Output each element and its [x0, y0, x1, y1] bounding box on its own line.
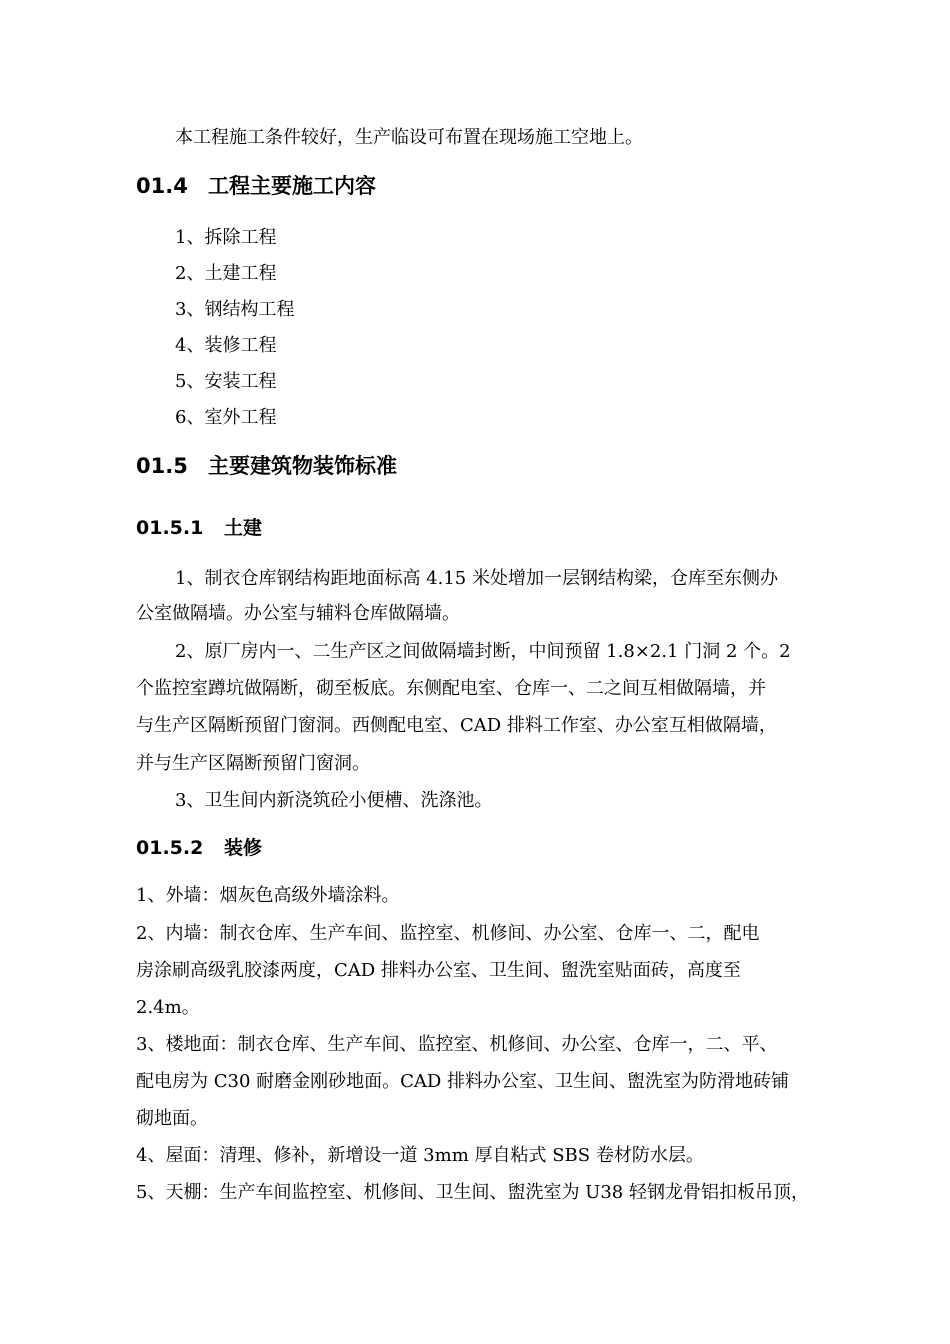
list-item: 2、土建工程: [175, 263, 277, 284]
list-item: 5、安装工程: [175, 371, 277, 392]
paragraph-line: 与生产区隔断预留门窗洞。西侧配电室、CAD 排料工作室、办公室互相做隔墙，: [136, 715, 777, 736]
paragraph-line: 5、天棚：生产车间监控室、机修间、卫生间、盥洗室为 U38 轻钢龙骨铝扣板吊顶，: [136, 1182, 809, 1203]
section-heading-01-5: [136, 452, 397, 480]
section-title: 装修: [224, 837, 263, 859]
paragraph-line: 砌地面。: [136, 1108, 208, 1129]
list-item: 1、拆除工程: [175, 227, 277, 248]
paragraph-line: 3、卫生间内新浇筑砼小便槽、洗涤池。: [175, 790, 493, 811]
paragraph-line: 3、楼地面：制衣仓库、生产车间、监控室、机修间、办公室、仓库一，二、平、: [136, 1034, 778, 1055]
paragraph-line: 房涂刷高级乳胶漆两度，CAD 排料办公室、卫生间、盥洗室贴面砖，高度至: [136, 960, 741, 981]
section-heading-01-4: [136, 172, 376, 200]
section-title: 工程主要施工内容: [208, 174, 376, 198]
paragraph-line: 并与生产区隔断预留门窗洞。: [136, 753, 370, 774]
section-heading-01-5-2: [136, 835, 262, 861]
section-heading-01-5-1: [136, 515, 262, 541]
paragraph-line: 2、原厂房内一、二生产区之间做隔墙封断，中间预留 1.8×2.1 门洞 2 个。2: [175, 641, 791, 662]
section-title: 土建: [224, 517, 263, 539]
section-title: 主要建筑物装饰标准: [208, 454, 397, 478]
intro-paragraph: 本工程施工条件较好，生产临设可布置在现场施工空地上。: [175, 127, 643, 148]
paragraph-line: 2、内墙：制衣仓库、生产车间、监控室、机修间、办公室、仓库一、二，配电: [136, 923, 760, 944]
list-item: 6、室外工程: [175, 407, 277, 428]
section-number: 01.5.2: [136, 837, 204, 859]
paragraph-line: 2.4m。: [136, 997, 200, 1018]
paragraph-line: 个监控室蹲坑做隔断，砌至板底。东侧配电室、仓库一、二之间互相做隔墙，并: [136, 678, 766, 699]
paragraph-line: 4、屋面：清理、修补，新增设一道 3mm 厚自粘式 SBS 卷材防水层。: [136, 1145, 704, 1166]
list-item: 3、钢结构工程: [175, 299, 295, 320]
section-number: 01.5: [136, 454, 188, 478]
paragraph-line: 配电房为 C30 耐磨金刚砂地面。CAD 排料办公室、卫生间、盥洗室为防滑地砖铺: [136, 1071, 790, 1092]
paragraph-line: 1、外墙：烟灰色高级外墙涂料。: [136, 885, 400, 906]
paragraph-line: 公室做隔墙。办公室与辅料仓库做隔墙。: [136, 603, 460, 624]
paragraph-line: 1、制衣仓库钢结构距地面标高 4.15 米处增加一层钢结构梁，仓库至东侧办: [175, 568, 778, 589]
list-item: 4、装修工程: [175, 335, 277, 356]
section-number: 01.5.1: [136, 517, 204, 539]
section-number: 01.4: [136, 174, 188, 198]
